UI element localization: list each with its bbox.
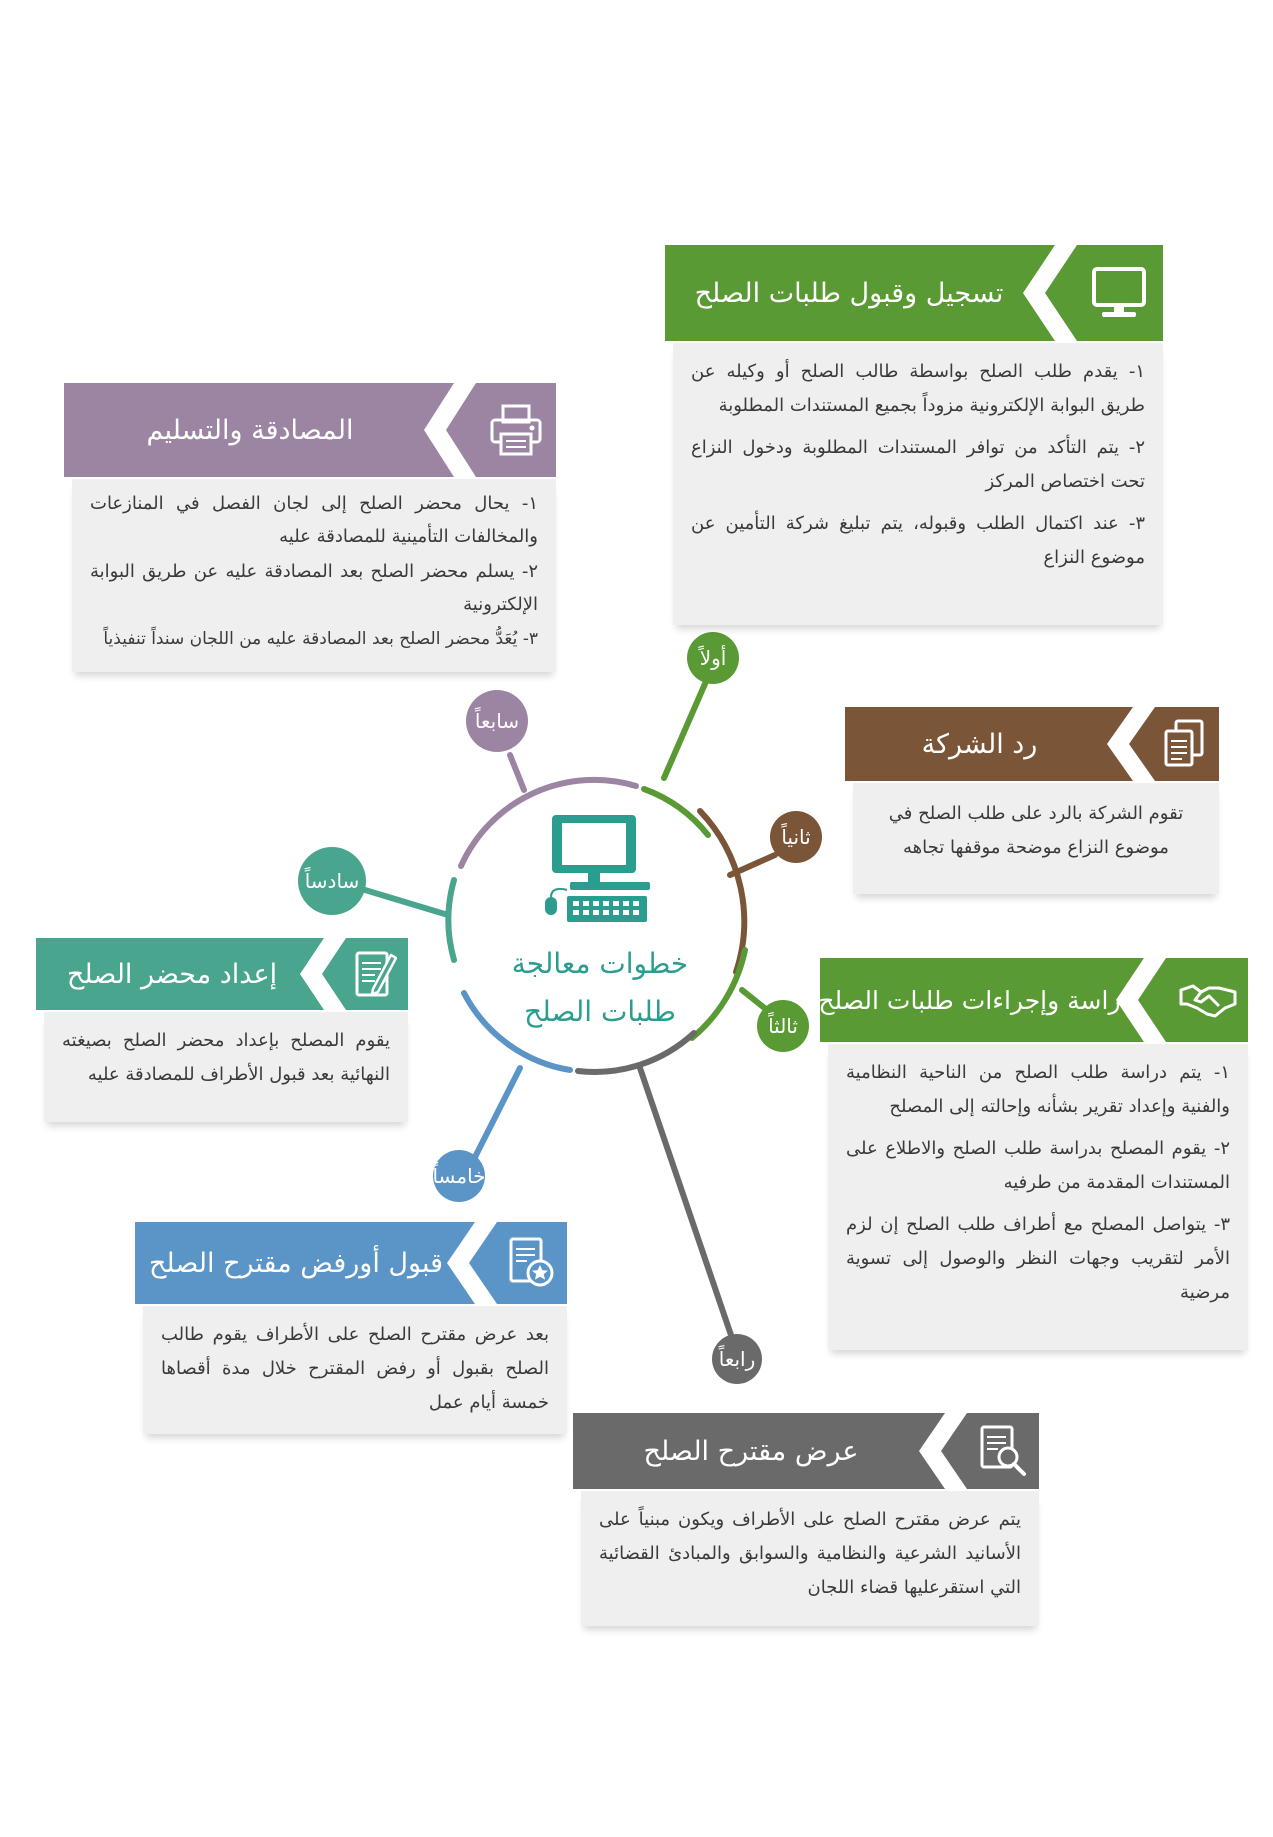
- spoke-step4: [640, 1068, 732, 1338]
- card-step5-header: [135, 1222, 567, 1304]
- document-search-icon: [971, 1413, 1035, 1489]
- card-step2-body: [853, 783, 1219, 894]
- fax-icon: [480, 383, 552, 477]
- hub-title-line1: خطوات معالجة: [511, 947, 689, 980]
- card-step4-line1: يتم عرض مقترح الصلح على الأطراف ويكون مبنياً على الأسانيد الشرعية والنظامية والسوابق والمبادئ القضائية التي استقرعليها قضاء اللجان: [599, 1509, 1021, 1598]
- document-pen-icon: [346, 938, 404, 1010]
- card-step1-line1: ١- يقدم طلب الصلح بواسطة طالب الصلح أو وكيله عن طريق البوابة الإلكترونية مزوداً بجميع المستندات المطلوبة: [691, 361, 1145, 416]
- card-step3-header: [820, 958, 1248, 1042]
- card-step4-title: عرض مقترح الصلح: [643, 1435, 859, 1467]
- documents-icon: [1155, 707, 1213, 781]
- card-step7-title: المصادقة والتسليم: [146, 414, 354, 446]
- card-step1-line2: ٢- يتم التأكد من توافر المستندات المطلوبة ودخول النزاع تحت اختصاص المركز: [691, 437, 1145, 492]
- spoke-step6: [365, 890, 448, 915]
- card-step6-line1: يقوم المصلح بإعداد محضر الصلح بصيغته النهائية بعد قبول الأطراف للمصادقة عليه: [62, 1030, 390, 1085]
- computer-icon: [545, 815, 650, 922]
- card-step7-line1: ١- يحال محضر الصلح إلى لجان الفصل في المنازعات والمخالفات التأمينية للمصادقة عليه: [90, 493, 538, 547]
- monitor-icon: [1081, 245, 1157, 341]
- card-step1: [665, 245, 1163, 625]
- card-step5-line1: بعد عرض مقترح الصلح على الأطراف يقوم طالب الصلح بقبول أو رفض المقترح خلال مدة أقصاها خمسة أيام عمل: [161, 1324, 549, 1413]
- badge-step7: سابعاً: [466, 690, 528, 752]
- badge-step1: أولاً: [687, 632, 739, 684]
- spoke-step7: [510, 755, 524, 790]
- badge-step5: خامساً: [433, 1150, 485, 1202]
- card-step6: [36, 938, 408, 1122]
- handshake-icon: [1172, 958, 1244, 1042]
- badge-step3: ثالثاً: [757, 1000, 809, 1052]
- card-step2: [845, 707, 1219, 894]
- document-star-icon: [499, 1222, 563, 1304]
- card-step7-line2: ٢- يسلم محضر الصلح بعد المصادقة عليه عن طريق البوابة الإلكترونية: [90, 561, 538, 615]
- card-step2-header: [845, 707, 1219, 781]
- card-step1-header: [665, 245, 1163, 341]
- card-step3: [820, 958, 1248, 1350]
- card-step4-header: [573, 1413, 1039, 1489]
- spoke-step1: [664, 670, 711, 778]
- hub-title-line2: طلبات الصلح: [524, 995, 676, 1028]
- card-step7-line3: ٣- يُعَدُّ محضر الصلح بعد المصادقة عليه من اللجان سنداً تنفيذياً: [103, 629, 538, 649]
- badge-step4: رابعاً: [712, 1334, 762, 1384]
- card-step3-line1: ١- يتم دراسة طلب الصلح من الناحية النظامية والفنية وإعداد تقرير بشأنه وإحالته إلى المصلح: [846, 1062, 1230, 1117]
- card-step3-title: دراسة وإجراءات طلبات الصلح: [818, 985, 1132, 1015]
- hub-title: [470, 940, 730, 1036]
- spoke-step5: [472, 1068, 520, 1163]
- card-step6-title: إعداد محضر الصلح: [66, 958, 278, 990]
- card-step5-body: [143, 1306, 567, 1434]
- card-step4-body: [581, 1491, 1039, 1626]
- card-step1-title: تسجيل وقبول طلبات الصلح: [694, 277, 1004, 309]
- badge-step2: ثانياً: [770, 811, 822, 863]
- card-step3-line2: ٢- يقوم المصلح بدراسة طلب الصلح والاطلاع على المستندات المقدمة من طرفيه: [846, 1138, 1230, 1193]
- card-step5: [135, 1222, 567, 1434]
- badge-step6: سادساً: [298, 847, 366, 915]
- card-step3-body: [828, 1044, 1248, 1350]
- card-step7-body: [72, 479, 556, 672]
- hub-arc-step4: [578, 1033, 694, 1072]
- card-step6-body: [44, 1012, 408, 1122]
- card-step2-title: رد الشركة: [921, 728, 1038, 760]
- card-step6-header: [36, 938, 408, 1010]
- card-step1-line3: ٣- عند اكتمال الطلب وقبوله، يتم تبليغ شركة التأمين عن موضوع النزاع: [691, 513, 1145, 568]
- card-step3-line3: ٣- يتواصل المصلح مع أطراف طلب الصلح إن لزم الأمر لتقريب وجهات النظر والوصول إلى تسوية مرضية: [846, 1214, 1230, 1303]
- card-step7: [64, 383, 556, 672]
- hub-arc-step6: [448, 880, 454, 960]
- card-step5-title: قبول أورفض مقترح الصلح: [148, 1247, 444, 1279]
- card-step2-line1: تقوم الشركة بالرد على طلب الصلح في موضوع النزاع موضحة موقفها تجاهه: [888, 803, 1184, 858]
- card-step4: [573, 1413, 1039, 1626]
- card-step1-body: [673, 343, 1163, 625]
- card-step7-header: [64, 383, 556, 477]
